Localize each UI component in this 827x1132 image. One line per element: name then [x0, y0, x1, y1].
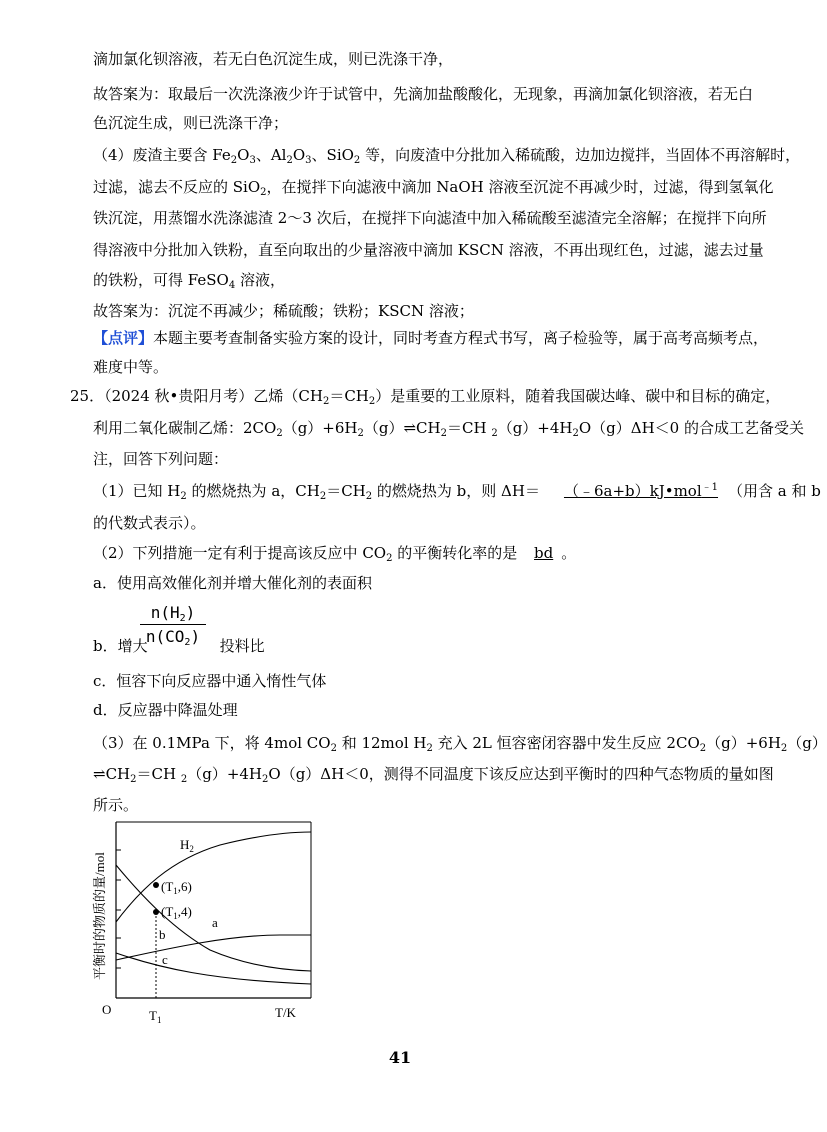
text-line: （4）废渣主要含 $Fe_2O_3$、$Al_2O_3$、SiO$_2$ 等，向废渣中分批加入稀硫酸，边加边搅拌，当固体不再溶解时，	[93, 146, 801, 166]
series-a-line	[116, 935, 311, 960]
point-t1-6	[153, 882, 159, 888]
comment-line: 【点评】本题主要考查制备实验方案的设计，同时考查方程式书写，离子检验等，属于高考高频考点，	[93, 329, 769, 347]
question-stem: 注，回答下列问题：	[93, 450, 229, 468]
equilibrium-chart	[80, 810, 330, 1040]
series-c-label: c	[162, 952, 168, 967]
text-line: 故答案为：沉淀不再减少；稀硫酸；铁粉；KSCN 溶液；	[93, 302, 474, 320]
point-t1-4	[153, 909, 159, 915]
option-d: d．反应器中降温处理	[93, 701, 238, 719]
text-line: 故答案为：取最后一次洗涤液少许于试管中，先滴加盐酸酸化，无现象，再滴加氯化钡溶液，若无白	[93, 85, 754, 103]
origin-label: O	[102, 1002, 112, 1017]
part-1-cont: 的代数式表示）。	[93, 514, 206, 532]
point-label-4: $(T_1,4)$	[161, 904, 192, 921]
comment-label: 【点评】	[93, 329, 154, 347]
point-label-6: $(T_1,6)$	[161, 879, 192, 896]
fraction-denominator: $n(CO_2)$	[145, 627, 201, 648]
text-line: 难度中等。	[93, 358, 169, 376]
text-line: 的铁粉，可得 FeSO$_4$ 溶液，	[93, 271, 285, 291]
series-h2-label: $H_2$	[180, 837, 194, 854]
part-1: （1）已知 $H_2$ 的燃烧热为 a，$CH_2=CH_2$ 的燃烧热为 b，则 ΔH＝ （﹣6a+b）kJ•mol$^{﹣1}$ （用含 a 和 b	[93, 482, 821, 502]
text-line: 滴加氯化钡溶液，若无白色沉淀生成，则已洗涤干净，	[93, 50, 454, 68]
option-b: b．增大 投料比	[93, 637, 265, 655]
series-h2-line	[116, 832, 311, 922]
page-number: 41	[388, 1048, 412, 1067]
part-3-cont: $\rightleftharpoons CH_2=CH$ $_2(g)+4H_2O(g)\Delta H<0$，测得不同温度下该反应达到平衡时的四种气态物质的量如图	[93, 765, 774, 785]
x-axis-label: T/K	[275, 1005, 296, 1020]
y-axis-label: 平衡时的物质的量/mol	[92, 852, 107, 980]
part-3-cont: 所示。	[93, 796, 139, 814]
question-stem: 利用二氧化碳制乙烯：$2CO_2(g)+6H_2(g)\rightleftharpoons CH_2=CH$ $_2(g)+4H_2O(g)\Delta H<0$ 的合成工艺备受关	[93, 419, 804, 439]
part-3: （3）在 0.1MPa 下，将 4mol $CO_2$ 和 12mol $H_2$ 充入 2L 恒容密闭容器中发生反应 $2CO_2(g)+6H_2(g)$	[93, 734, 827, 754]
text-line: 过滤，滤去不反应的 SiO$_2$，在搅拌下向滤液中滴加 NaOH 溶液至沉淀不再减少时，过滤，得到氢氧化	[93, 178, 774, 198]
series-a-label: a	[212, 915, 218, 930]
text-line: 色沉淀生成，则已洗涤干净；	[93, 114, 289, 132]
option-a: a．使用高效催化剂并增大催化剂的表面积	[93, 574, 372, 592]
question-stem: 25．（2024 秋•贵阳月考）乙烯$(CH_2=CH_2)$是重要的工业原料，随着我国碳达峰、碳中和目标的确定，	[70, 387, 781, 407]
text-line: 得溶液中分批加入铁粉，直至向取出的少量溶液中滴加 KSCN 溶液，不再出现红色，过滤，滤去过量	[93, 241, 764, 259]
option-c: c．恒容下向反应器中通入惰性气体	[93, 672, 327, 690]
series-b-label: b	[159, 927, 166, 942]
part-2: （2）下列措施一定有利于提高该反应中 $CO_2$ 的平衡转化率的是 bd 。	[93, 544, 577, 564]
text-line: 铁沉淀，用蒸馏水洗涤滤渣 2～3 次后，在搅拌下向滤渣中加入稀硫酸至滤渣完全溶解；在搅拌下向所	[93, 209, 767, 227]
fraction-bar	[140, 624, 206, 625]
answer-2: bd	[534, 544, 554, 562]
x-tick-t1: $T_1$	[149, 1008, 162, 1025]
fraction-numerator: $n(H_2)$	[150, 603, 196, 624]
answer-1: （﹣6a+b）kJ•mol$^{﹣1}$	[563, 482, 719, 500]
